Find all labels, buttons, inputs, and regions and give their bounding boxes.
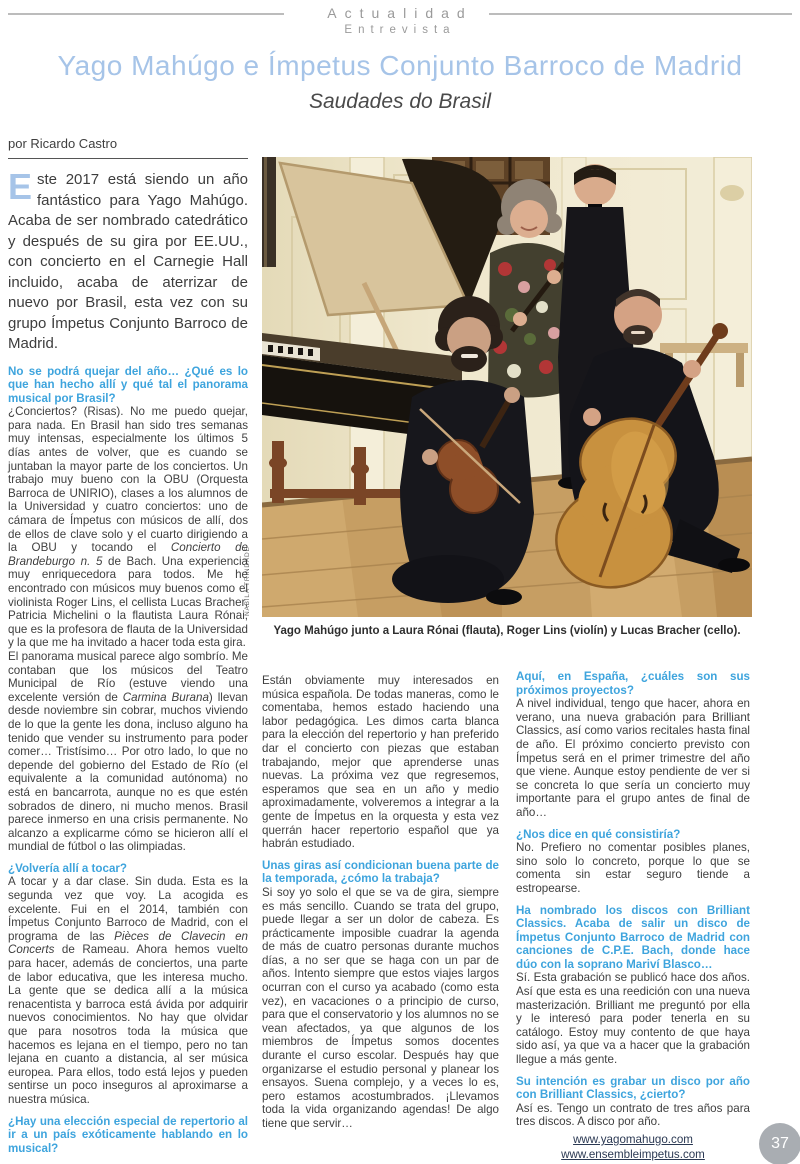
question-projects: Aquí, en España, ¿cuáles son sus próximos proyectos? — [516, 670, 750, 697]
page-title: Yago Mahúgo e Ímpetus Conjunto Barroco de Madrid — [57, 50, 743, 81]
byline-rule — [8, 158, 248, 159]
left-column — [8, 166, 249, 1155]
answer-brilliant-disc: Sí. Esta grabación se publicó hace dos años. Así que esta es una reedición con una nueva masterización. Brilliant me preguntó por ella y le interesó para poder tenerla en su catálogo. Estoy muy contento de que haya sido así, ya que va a hacer que la grabación llegue a más gente. — [516, 971, 750, 1067]
answer-projects: A nivel individual, tengo que hacer, ahora en verano, una nueva grabación para Brilliant Classics, así como varios recitales hasta final de año. El próximo concierto previsto con Ímpetus será en el primer trimestre del año que viene. Aunque estoy pendiente de ver si se concreta lo que sería un concierto muy importante para el grupo antes de final de año… — [516, 697, 750, 819]
question-season: Unas giras así condicionan buena parte de la temporada, ¿cómo la trabaja? — [262, 858, 499, 886]
answer-season: Si soy yo solo el que se va de gira, siempre es más sencillo. Cuando se trata del grupo, puede llegar a ser un dolor de cabeza. Es prácticamente imposible cuadrar la agenda de más de cuatro personas durante muchos días, a no ser que se haga con un par de años. Intento siempre que estos viajes largos ocurran con el curso ya acabado (como esta vez), en vacaciones o a principio de curso, para que el conservatorio y los alumnos no se vean afectados, ya que algunos de los miembros de Ímpetus somos docentes durante el curso escolar. Después hay que organizarse el estudio personal y planear los ensayos. Suena complejo, y a veces lo es, pero estamos acostumbrados. ¡Llevamos toda la vida organizando agendas! De algo tiene que servir… — [262, 885, 499, 1130]
question-concert: ¿Nos dice en qué consistiría? — [516, 827, 681, 841]
answer-repertoire: Están obviamente muy interesados en música española. De todas maneras, como le comentaba, hemos estado haciendo una labor pedagógica. Les dimos carta blanca para la elección del repertorio y han preferido dar el concierto con piezas que estaban trabajando, mejor que aprenderse unas nuevas. La próxima vez que regresemos, esperamos que sea en un año y medio aproximadamente, volveremos a integrar a la gente de Ímpetus en la orquesta y esta vez querrán hacer repertorio español que ya habrán estudiado. — [262, 674, 499, 851]
drop-cap: E — [8, 166, 33, 207]
question-disc-per-year: Su intención es grabar un disco por año con Brilliant Classics, ¿cierto? — [516, 1074, 750, 1102]
question-year: No se podrá quejar del año… ¿Qué es lo que han hecho allí y qué tal el panorama musical por Brasil? — [8, 364, 248, 405]
middle-column — [262, 674, 499, 1131]
question-return: ¿Volvería allí a tocar? — [8, 861, 127, 875]
answer-year-p2: El panorama musical parece algo sombrío. Me contaban que los músicos del Teatro Municipal de Río (estuve viendo una excelente versión de Carmina Burana) llevan desde noviembre sin cobrar, muchos viviendo de lo que la gente les dona, incluso alguno ha tenido que vender su instrumento para poder comer… Tristísimo… Por otro lado, lo que no depende del gobierno del Estado de Río (el equivalente a la comunidad autónoma) no está en bancarrota, aunque no es que estén sobrados de dinero, ni mucho menos. Brasil parece inmerso en una crisis permanente. No alcanzo a explicarme cómo se hicieron allí el mundial de fútbol o las olimpiadas. — [8, 649, 249, 854]
photo-credit: NABILA TRINDADE — [244, 546, 251, 616]
question-repertoire: ¿Hay una elección especial de repertorio al ir a un país exóticamente hablando en lo musical? — [8, 1114, 248, 1155]
answer-year-p1: ¿Conciertos? (Risas). No me puedo quejar, para nada. En Brasil han sido tres semanas muy intensas, especialmente los últimos 5 días antes de volver, que es cuando se juntaban la mayor parte de los conciertos. Un trabajo muy bueno con la OBU (Orquesta Barroca de UNIRIO), clases a los alumnos de la Universidad y cuatro conciertos: uno de cámara de Ímpetus con músicos de allí, dos de ellos de clave solo y el cuarto dirigiendo a la OBU y tocando el Concierto de Brandeburgo n. 5 de Bach. Una experiencia muy enriquecedora para todos. Me he encontrado con músicos muy buenos como el violinista Roger Lins, el cellista Lucas Bracher, Patricia Michelini o la flautista Laura Rónai, que es la profesora de flauta de la Universidad y la que me ha invitado a hacer toda esta gira. — [8, 405, 248, 650]
website-links — [516, 1132, 750, 1162]
page-number: 37 — [759, 1123, 800, 1164]
right-column — [516, 670, 750, 1162]
intro-text: ste 2017 está siendo un año fantástico para Yago Mahúgo. Acaba de ser nombrado catedrático y después de su gira por EE.UU., con concierto en el Carnegie Hall incluido, acaba de aterrizar de nuevo por Brasil, esta vez con su grupo Ímpetus Conjunto Barroco de Madrid. — [8, 171, 248, 352]
yagomahugo-link[interactable]: www.yagomahugo.com — [573, 1133, 693, 1146]
photo-caption: Yago Mahúgo junto a Laura Rónai (flauta), Roger Lins (violín) y Lucas Bracher (cello). — [273, 625, 741, 637]
answer-disc-per-year: Así es. Tengo un contrato de tres años para tres discos. A disco por año. — [516, 1101, 750, 1129]
ensemble-photo — [262, 157, 752, 617]
answer-concert: No. Prefiero no comentar posibles planes, sino solo lo concreto, porque lo que se comenta sin estar seguro tiende a estropearse. — [516, 841, 750, 895]
intro-paragraph — [8, 166, 248, 355]
byline: por Ricardo Castro — [8, 136, 118, 151]
ensembleimpetus-link[interactable]: www.ensembleimpetus.com — [561, 1148, 705, 1161]
section-label: Actualidad — [327, 5, 473, 21]
subsection-label: Entrevista — [344, 24, 456, 36]
answer-return: A tocar y a dar clase. Sin duda. Esta es la segunda vez que voy. La acogida es excelente. Fui en el 2014, también con Ímpetus Conjunto Barroco de Madrid, con el programa de las Pièces de Clavecin en Concerts de Rameau. Ahora hemos vuelto para hacer, además de conciertos, una parte de labor educativa, que les interesa mucho. La gente que se dedica allí a la música renacentista y barroca está ávida por adquirir nuevos conocimientos. No hay que olvidar que para nosotros toda la música que hacemos es lejana en el tiempo, pero no tan lejana en cuanto a distancia, al ser música europea. Para ellos, todo está lejos y pueden sentirse un poco inseguros al aproximarse a nuestra música. — [8, 875, 248, 1106]
page-subtitle: Saudades do Brasil — [308, 90, 492, 113]
question-brilliant-disc: Ha nombrado los discos con Brilliant Classics. Acaba de salir un disco de Ímpetus Conjunto Barroco de Madrid con canciones de C.P.E. Bach, donde hace dúo con la soprano Mariví Blasco… — [516, 903, 750, 971]
